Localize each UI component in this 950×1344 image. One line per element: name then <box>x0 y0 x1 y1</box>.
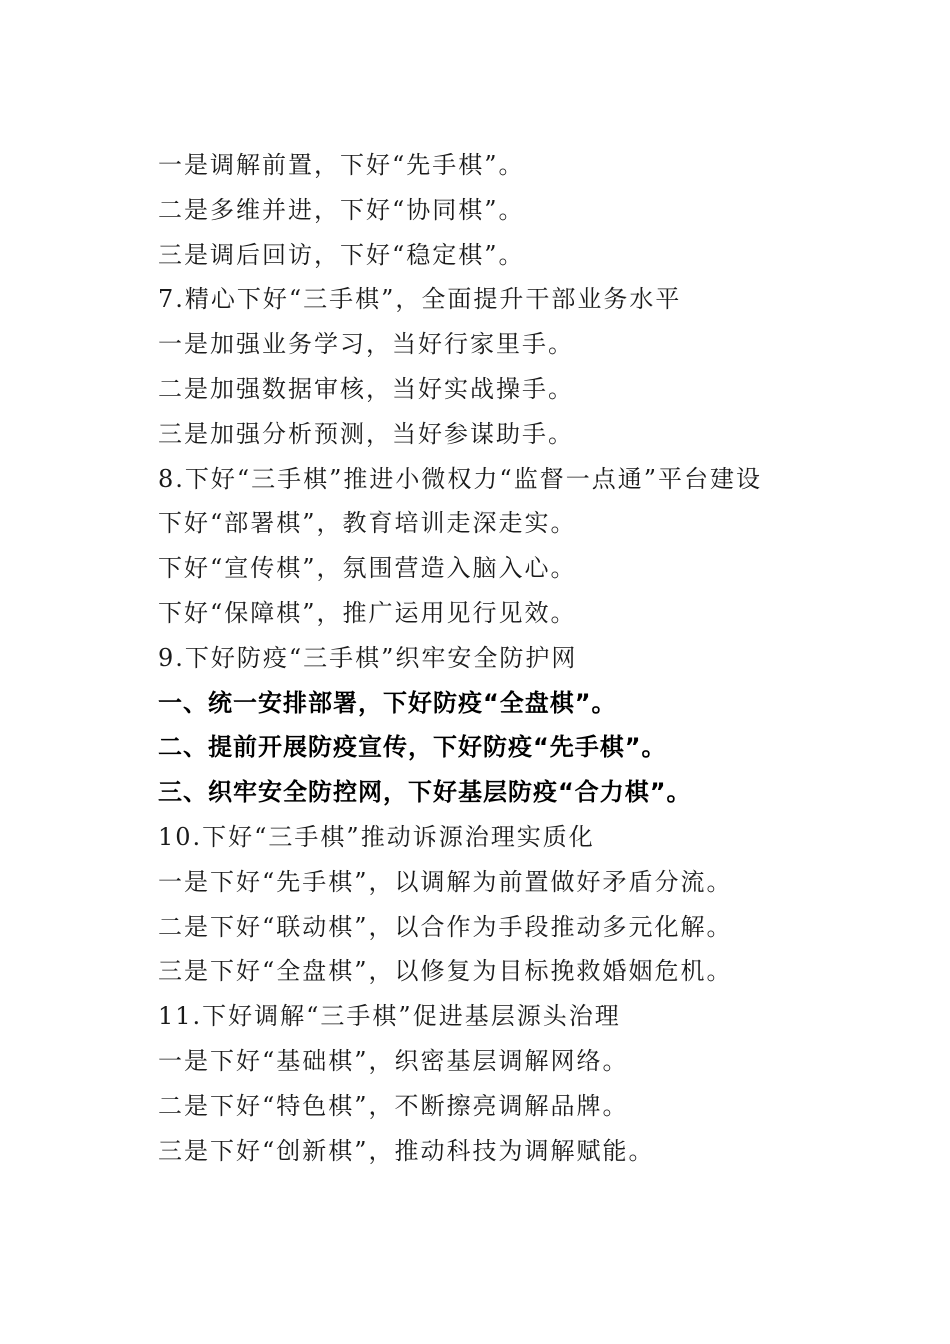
text-line: 一是调解前置，下好“先手棋”。 <box>158 151 525 179</box>
text-line: 三是下好“全盘棋”，以修复为目标挽救婚姻危机。 <box>158 957 733 986</box>
bold-text-line: 二、提前开展防疫宣传，下好防疫“先手棋”。 <box>158 733 667 762</box>
text-line: 二是下好“特色棋”，不断擦亮调解品牌。 <box>158 1091 629 1120</box>
text-line: 一是下好“先手棋”，以调解为前置做好矛盾分流。 <box>158 867 733 896</box>
text-line: 一是加强业务学习，当好行家里手。 <box>158 330 574 359</box>
text-line: 二是多维并进，下好“协同棋”。 <box>158 195 525 224</box>
section-heading: 10.下好“三手棋”推动诉源治理实质化 <box>158 822 595 851</box>
bold-text-line: 三、织牢安全防控网，下好基层防疫“合力棋”。 <box>158 778 692 807</box>
text-line: 三是下好“创新棋”，推动科技为调解赋能。 <box>158 1136 655 1165</box>
section-heading: 11.下好调解“三手棋”促进基层源头治理 <box>158 1002 621 1031</box>
text-line: 二是下好“联动棋”，以合作为手段推动多元化解。 <box>158 912 733 941</box>
text-line: 三是加强分析预测，当好参谋助手。 <box>158 419 574 448</box>
section-heading: 8.下好“三手棋”推进小微权力“监督一点通”平台建设 <box>158 464 762 493</box>
document-body <box>158 143 918 1173</box>
section-heading: 7.精心下好“三手棋”，全面提升干部业务水平 <box>158 285 682 314</box>
text-line: 一是下好“基础棋”，织密基层调解网络。 <box>158 1046 629 1075</box>
text-line: 下好“宣传棋”，氛围营造入脑入心。 <box>158 554 577 583</box>
text-line: 三是调后回访，下好“稳定棋”。 <box>158 240 525 269</box>
text-line: 下好“保障棋”，推广运用见行见效。 <box>158 598 577 627</box>
text-line: 二是加强数据审核，当好实战操手。 <box>158 374 574 403</box>
text-line: 下好“部署棋”，教育培训走深走实。 <box>158 509 577 538</box>
bold-text-line: 一、统一安排部署，下好防疫“全盘棋”。 <box>158 688 617 717</box>
section-heading: 9.下好防疫“三手棋”织牢安全防护网 <box>158 643 578 672</box>
